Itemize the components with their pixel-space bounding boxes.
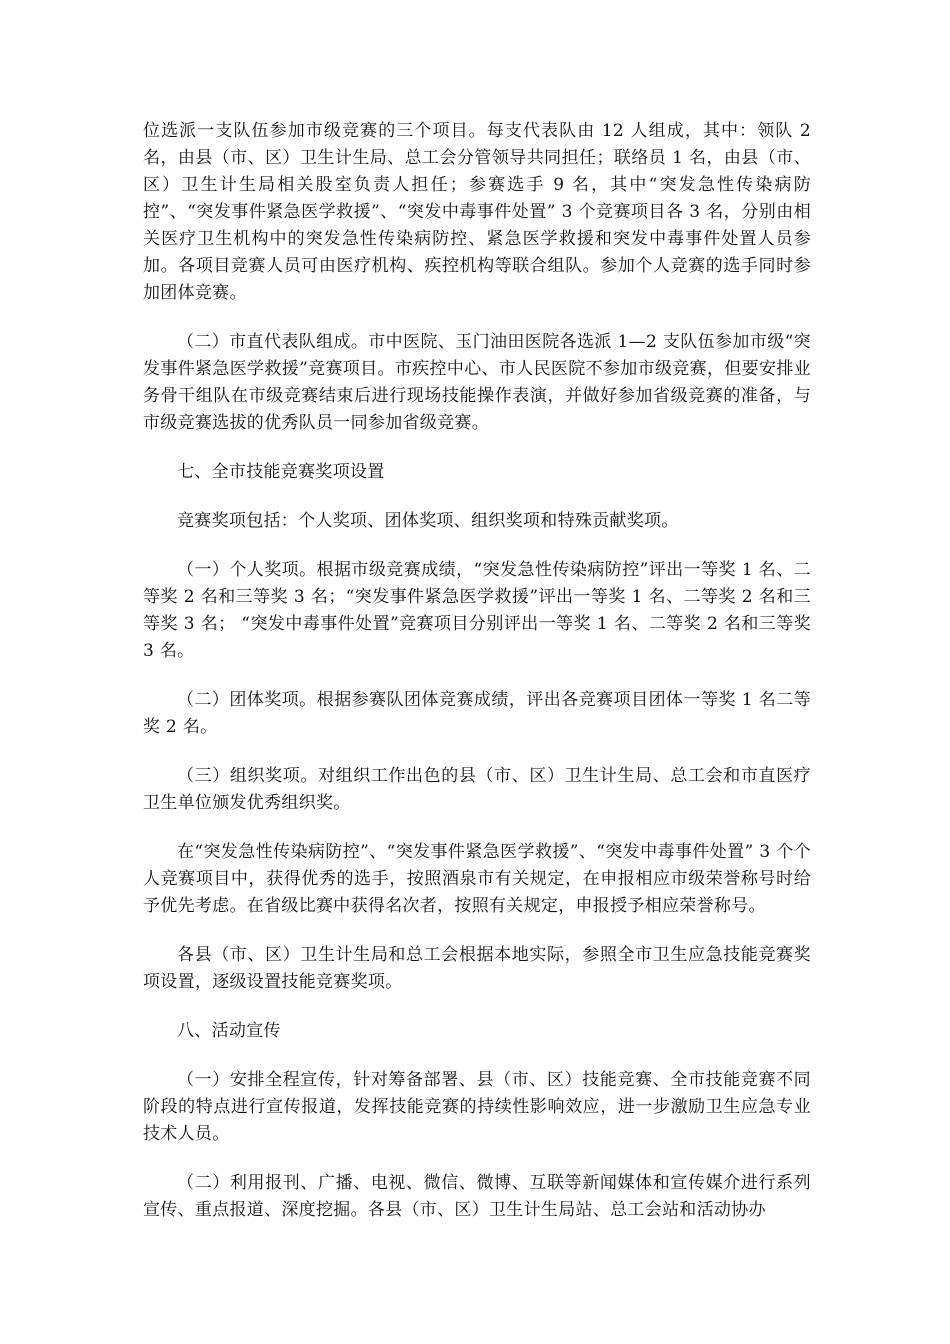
section-heading-awards: 七、全市技能竞赛奖项设置 [177, 462, 385, 482]
paragraph-honors: 在“突发急性传染病防控”、“突发事件紧急医学救援”、“突发中毒事件处置” 3 个个人竞赛项目中，获得优秀的选手，按照酒泉市有关规定，在申报相应市级荣誉称号时给予优先考虑。在省级比赛中获得名次者，按照有关规定，申报授予相应荣誉称号。 [143, 842, 811, 916]
paragraph-award-types: 竞赛奖项包括：个人奖项、团体奖项、组织奖项和特殊贡献奖项。 [177, 511, 679, 531]
paragraph-individual-awards: （一）个人奖项。根据市级竞赛成绩，“突发急性传染病防控”评出一等奖 1 名、二等奖 2 名和三等奖 3 名；“突发事件紧急医学救援”评出一等奖 1 名、二等奖 2 名和三等奖 3 名； “突发中毒事件处置”竞赛项目分别评出一等奖 1 名、二等奖 2 名和三等奖 3 名。 [143, 560, 811, 661]
paragraph-organization-awards: （三）组织奖项。对组织工作出色的县（市、区）卫生计生局、总工会和市直医疗卫生单位颁发优秀组织奖。 [143, 766, 811, 813]
document-page [143, 118, 811, 1246]
paragraph-team-composition: 位选派一支队伍参加市级竞赛的三个项目。每支代表队由 12 人组成，其中：领队 2 名，由县（市、区）卫生计生局、总工会分管领导共同担任；联络员 1 名，由县（市、区）卫生计生局相关股室负责人担任；参赛选手 9 名，其中“突发急性传染病防控”、“突发事件紧急医学救援”、“突发中毒事件处置” 3 个竞赛项目各 3 名，分别由相关医疗卫生机构中的突发急性传染病防控、紧急医学救援和突发中毒事件处置人员参加。各项目竞赛人员可由医疗机构、疾控机构等联合组队。参加个人竞赛的选手同时参加团体竞赛。 [143, 121, 811, 303]
section-heading-publicity: 八、活动宣传 [177, 1021, 281, 1041]
paragraph-city-team: （二）市直代表队组成。市中医院、玉门油田医院各选派 1—2 支队伍参加市级“突发事件紧急医学救援”竞赛项目。市疾控中心、市人民医院不参加市级竞赛，但要安排业务骨干组队在市级竞赛结束后进行现场技能操作表演，并做好参加省级竞赛的准备，与市级竞赛选拔的优秀队员一同参加省级竞赛。 [143, 332, 811, 433]
paragraph-team-awards: （二）团体奖项。根据参赛队团体竞赛成绩，评出各竞赛项目团体一等奖 1 名二等奖 2 名。 [143, 690, 811, 737]
paragraph-publicity-2: （二）利用报刊、广播、电视、微信、微博、互联等新闻媒体和宣传媒介进行系列宣传、重点报道、深度挖掘。各县（市、区）卫生计生局站、总工会站和活动协办 [143, 1173, 811, 1220]
paragraph-publicity-1: （一）安排全程宣传，针对筹备部署、县（市、区）技能竞赛、全市技能竞赛不同阶段的特点进行宣传报道，发挥技能竞赛的持续性影响效应，进一步激励卫生应急专业技术人员。 [143, 1070, 811, 1144]
paragraph-county-awards: 各县（市、区）卫生计生局和总工会根据本地实际，参照全市卫生应急技能竞赛奖项设置，逐级设置技能竞赛奖项。 [143, 945, 811, 992]
